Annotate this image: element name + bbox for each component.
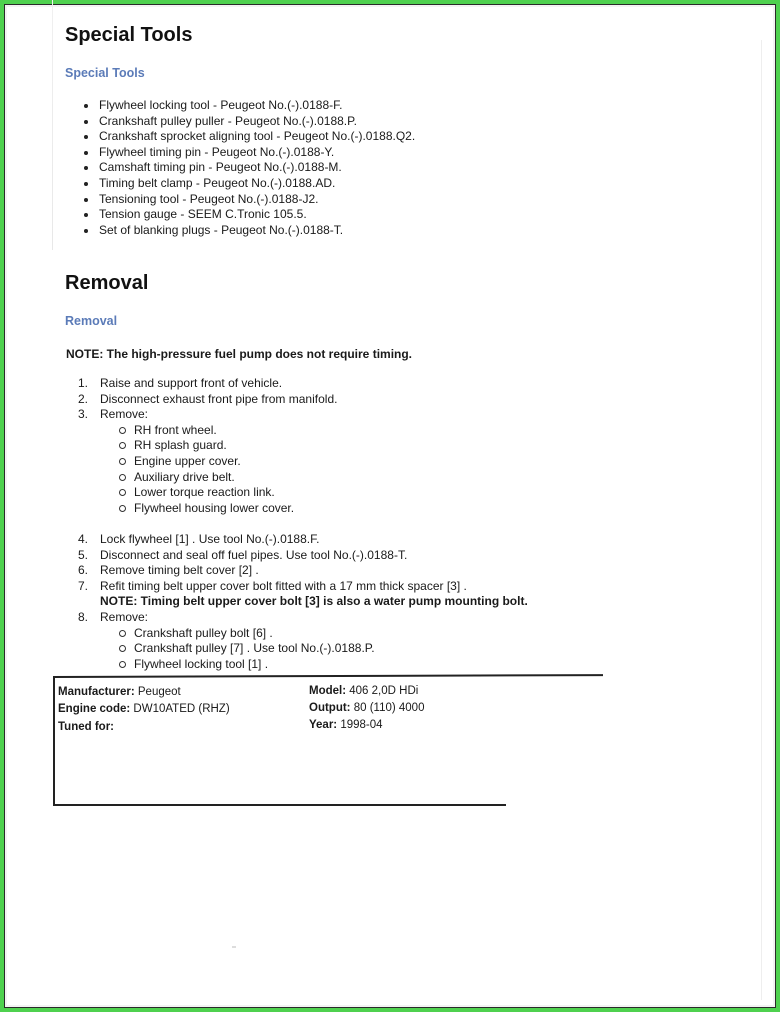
sub-step-item: Auxiliary drive belt.	[100, 470, 337, 486]
engine-code-field	[58, 703, 230, 715]
sub-step-item: Flywheel locking tool [1] .	[100, 657, 528, 673]
step-number: 4.	[78, 532, 89, 546]
year-value: 1998-04	[340, 719, 383, 731]
model-field	[309, 685, 418, 697]
removal-heading: Removal	[65, 272, 149, 294]
removal-step	[66, 548, 528, 564]
special-tools-subheading: Special Tools	[65, 66, 145, 80]
tool-item: Tension gauge - SEEM C.Tronic 105.5.	[82, 207, 415, 223]
step-text: Refit timing belt upper cover bolt fitted with a 17 mm thick spacer [3] .	[100, 578, 467, 593]
sub-step-list	[100, 626, 528, 673]
tool-item: Timing belt clamp - Peugeot No.(-).0188.AD.	[82, 176, 415, 192]
tuned-for-label: Tuned for:	[58, 721, 114, 733]
step-text: Remove:	[100, 609, 149, 624]
output-label: Output:	[309, 702, 351, 714]
year-label: Year:	[309, 719, 338, 731]
manufacturer-value: Peugeot	[137, 686, 181, 698]
output-value: 80 (110) 4000	[353, 702, 425, 714]
output-field	[309, 702, 424, 714]
tool-item: Crankshaft pulley puller - Peugeot No.(-).0188.P.	[82, 114, 415, 130]
tuned-for-field	[58, 721, 114, 733]
step-note: NOTE: Timing belt upper cover bolt [3] is also a water pump mounting bolt.	[100, 594, 528, 609]
box-left-border	[53, 676, 55, 806]
removal-step	[66, 579, 528, 610]
sub-step-item: Flywheel housing lower cover.	[100, 501, 337, 517]
step-number: 6.	[78, 563, 89, 578]
step-number: 1.	[78, 376, 89, 390]
manufacturer-field	[58, 686, 181, 698]
tool-item: Set of blanking plugs - Peugeot No.(-).0188-T.	[82, 223, 415, 239]
model-value: 406 2,0D HDi	[349, 685, 419, 697]
engine-code-label: Engine code:	[58, 703, 131, 715]
tool-item: Crankshaft sprocket aligning tool - Peugeot No.(-).0188.Q2.	[82, 129, 415, 145]
engine-code-value: DW10ATED (RHZ)	[133, 703, 230, 715]
special-tools-heading: Special Tools	[65, 24, 193, 46]
year-field	[309, 719, 383, 731]
step-number: 3.	[78, 407, 89, 422]
sub-step-item: Lower torque reaction link.	[100, 485, 337, 501]
manufacturer-label: Manufacturer:	[58, 686, 135, 698]
removal-step	[66, 407, 337, 516]
tool-item: Tensioning tool - Peugeot No.(-).0188-J2.	[82, 192, 415, 208]
sub-step-item: Crankshaft pulley [7] . Use tool No.(-).0188.P.	[100, 641, 528, 657]
step-text: Remove:	[100, 407, 149, 422]
step-number: 7.	[78, 578, 89, 593]
removal-step	[66, 563, 528, 579]
tool-item: Flywheel timing pin - Peugeot No.(-).0188-Y.	[82, 145, 415, 161]
removal-step	[66, 532, 528, 548]
scan-edge-right	[761, 40, 762, 1000]
fuel-pump-note: NOTE: The high-pressure fuel pump does not require timing.	[66, 347, 413, 361]
box-bottom-border	[53, 804, 506, 806]
sub-step-item: RH front wheel.	[100, 423, 337, 439]
step-text: Disconnect and seal off fuel pipes. Use tool No.(-).0188-T.	[100, 547, 408, 562]
removal-step	[66, 392, 337, 408]
vehicle-info-box	[53, 676, 613, 806]
tool-item: Flywheel locking tool - Peugeot No.(-).0188-F.	[82, 98, 415, 114]
sub-step-list	[100, 423, 337, 517]
model-label: Model:	[309, 685, 347, 697]
removal-steps-a	[66, 376, 337, 516]
tool-item: Camshaft timing pin - Peugeot No.(-).0188-M.	[82, 160, 415, 176]
step-number: 8.	[78, 609, 89, 624]
sub-step-item: RH splash guard.	[100, 438, 337, 454]
sub-step-item: Engine upper cover.	[100, 454, 337, 470]
removal-subheading: Removal	[65, 314, 118, 328]
step-text: Raise and support front of vehicle.	[100, 376, 283, 390]
removal-step	[66, 610, 528, 672]
special-tools-list	[82, 98, 415, 238]
scan-smudge	[232, 946, 236, 948]
sub-step-item: Crankshaft pulley bolt [6] .	[100, 626, 528, 642]
scan-edge-left	[52, 0, 53, 250]
step-number: 2.	[78, 391, 89, 406]
removal-steps-b	[66, 532, 528, 672]
step-text: Remove timing belt cover [2] .	[100, 563, 259, 578]
step-number: 5.	[78, 547, 89, 562]
removal-step	[66, 376, 337, 392]
step-text: Lock flywheel [1] . Use tool No.(-).0188.F.	[100, 532, 320, 546]
step-text: Disconnect exhaust front pipe from manifold.	[100, 391, 338, 406]
